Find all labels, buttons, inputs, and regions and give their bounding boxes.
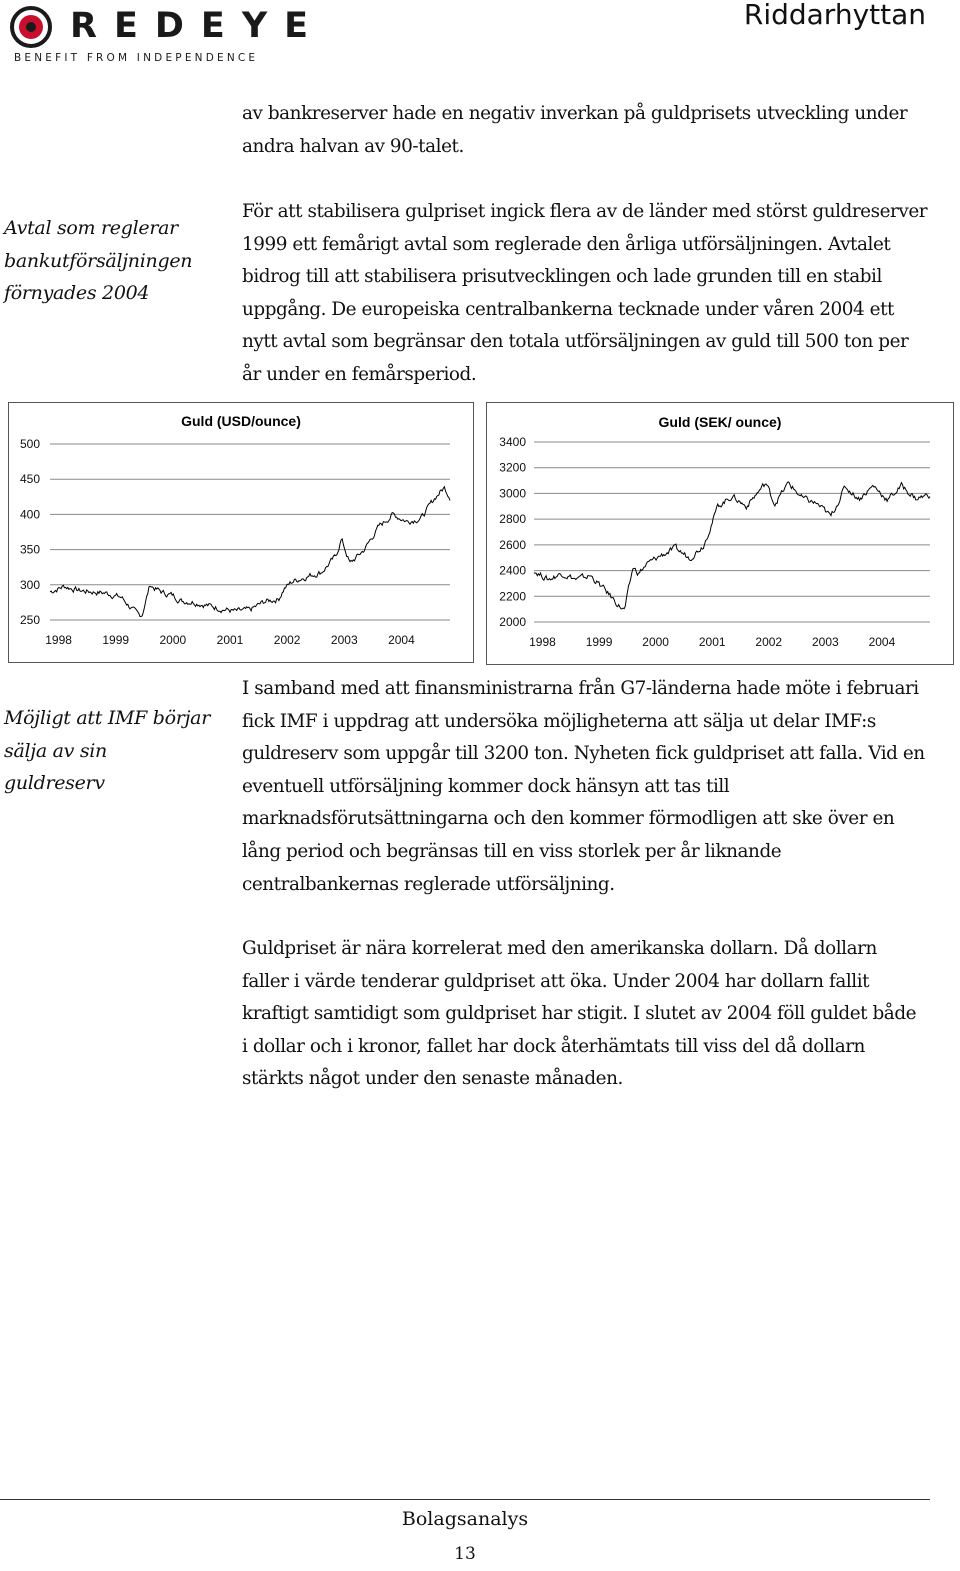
- x-tick-label: 1999: [102, 633, 130, 647]
- logo-wordmark: REDEYE: [70, 6, 326, 46]
- x-tick-label: 1998: [529, 635, 556, 649]
- paragraph-agreement: [242, 196, 942, 392]
- paragraph-line: fick IMF i uppdrag att undersöka möjligheterna att sälja ut delar IMF:s: [242, 710, 876, 732]
- sidenote-agreement: [4, 212, 234, 310]
- paragraph-line: guldreserv som uppgår till 3200 ton. Nyheten fick guldpriset att falla. Vid en: [242, 743, 925, 765]
- sidenote-line: guldreserv: [4, 772, 105, 795]
- paragraph-dollar: [242, 933, 942, 1096]
- y-tick-label: 2400: [499, 563, 526, 578]
- chart-title: Guld (USD/ounce): [181, 413, 301, 429]
- paragraph-line: uppgång. De europeiska centralbankerna tecknade under våren 2004 ett: [242, 298, 894, 320]
- company-name: Riddarhyttan: [743, 0, 926, 31]
- chart-gold-sek: [486, 402, 954, 665]
- y-tick-label: 2000: [499, 615, 526, 629]
- x-tick-label: 2002: [273, 633, 301, 647]
- sidenote-line: förnyades 2004: [4, 282, 150, 305]
- y-tick-label: 400: [19, 507, 40, 522]
- paragraph-line: kraftigt samtidigt som guldpriset har stigit. I slutet av 2004 föll guldet både: [242, 1003, 917, 1025]
- paragraph-line: marknadsförutsättningarna och den kommer förmodligen att ske över en: [242, 808, 895, 830]
- y-tick-label: 3200: [499, 460, 526, 475]
- x-tick-label: 2000: [159, 633, 187, 647]
- sidenote-imf: [4, 702, 234, 800]
- chart-gold-usd: [8, 402, 474, 663]
- logo-tagline: BENEFIT FROM INDEPENDENCE: [14, 52, 259, 64]
- paragraph-line: lång period och begränsas till en viss storlek per år liknande: [242, 840, 782, 862]
- redeye-logo: [8, 4, 326, 66]
- paragraph-imf: [242, 673, 942, 901]
- sidenote-line: sälja av sin: [4, 739, 107, 762]
- y-tick-label: 300: [19, 577, 40, 592]
- chart-title: Guld (SEK/ ounce): [658, 414, 782, 430]
- y-tick-label: 3000: [499, 486, 526, 501]
- x-tick-label: 2002: [755, 635, 783, 649]
- paragraph-line: För att stabilisera gulpriset ingick flera av de länder med störst guldreserver: [242, 201, 928, 222]
- redeye-eye-icon: [8, 4, 54, 50]
- paragraph-line: 1999 ett femårigt avtal som reglerade den årliga utförsäljningen. Avtalet: [242, 233, 891, 255]
- y-tick-label: 2800: [499, 512, 526, 527]
- x-tick-label: 2000: [642, 635, 669, 649]
- paragraph-line: stärkts något under den senaste månaden.: [242, 1068, 623, 1090]
- page-number: 13: [454, 1544, 476, 1564]
- x-tick-label: 1999: [585, 635, 613, 649]
- paragraph-line: faller i värde tenderar guldpriset att öka. Under 2004 har dollarn fallit: [242, 970, 870, 992]
- paragraph-line: i dollar och i kronor, fallet har dock återhämtats till viss del då dollarn: [242, 1035, 865, 1057]
- intro-paragraph: [242, 98, 942, 163]
- x-tick-label: 2001: [216, 633, 244, 647]
- y-tick-label: 250: [19, 613, 40, 627]
- chart-gold-usd-svg: [8, 402, 474, 663]
- sidenote-line: bankutförsäljningen: [4, 249, 193, 272]
- chart-gold-sek-svg: [486, 402, 954, 665]
- sidenote-line: Möjligt att IMF börjar: [4, 707, 210, 729]
- paragraph-line: nytt avtal som begränsar den totala utförsäljningen av guld till 500 ton per: [242, 331, 909, 353]
- y-tick-label: 2200: [499, 589, 526, 604]
- paragraph-line: år under en femårsperiod.: [242, 363, 477, 385]
- x-tick-label: 2004: [388, 633, 415, 647]
- footer-label: Bolagsanalys: [401, 1508, 529, 1530]
- y-tick-label: 450: [19, 472, 40, 487]
- x-tick-label: 1998: [45, 633, 72, 647]
- y-tick-label: 350: [19, 542, 40, 557]
- paragraph-line: eventuell utförsäljning kommer dock hänsyn att tas till: [242, 775, 730, 797]
- y-tick-label: 3400: [499, 435, 526, 449]
- paragraph-line: centralbankernas reglerade utförsäljning.: [242, 873, 615, 895]
- x-tick-label: 2004: [868, 635, 896, 649]
- y-tick-label: 500: [19, 437, 40, 451]
- sidenote-line: Avtal som reglerar: [4, 217, 178, 239]
- x-tick-label: 2001: [698, 635, 726, 649]
- footer-rule: [0, 1499, 930, 1500]
- paragraph-line: I samband med att finansministrarna från G7-länderna hade möte i februari: [242, 678, 919, 699]
- x-tick-label: 2003: [811, 635, 839, 649]
- paragraph-line: andra halvan av 90-talet.: [242, 135, 464, 157]
- paragraph-line: Guldpriset är nära korrelerat med den amerikanska dollarn. Då dollarn: [242, 938, 877, 959]
- paragraph-line: av bankreserver hade en negativ inverkan på guldprisets utveckling under: [242, 103, 908, 124]
- y-tick-label: 2600: [499, 537, 526, 552]
- paragraph-line: bidrog till att stabilisera prisutvecklingen och lade grunden till en stabil: [242, 266, 882, 288]
- x-tick-label: 2003: [330, 633, 358, 647]
